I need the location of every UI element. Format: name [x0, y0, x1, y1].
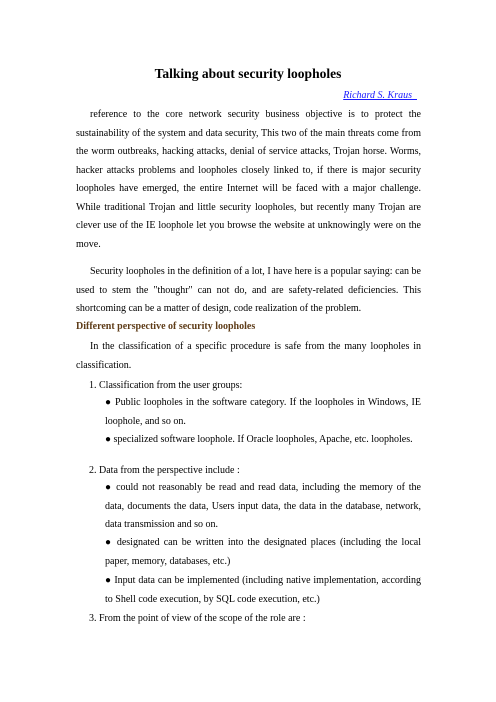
bullet-read-data: ● could not reasonably be read and read data, including the memory of the data, documents the data, Users input data, the data in the database, network, data transmission and so on. [105, 482, 421, 530]
document-title: Talking about security loopholes [154, 66, 342, 81]
list-item-user-groups: 1. Classification from the user groups: [89, 380, 243, 391]
paragraph-intro: reference to the core network security business objective is to protect the sustainability of the system and data security, This two of the main threats come from the worm outbreaks, hacking attacks, denial of service attacks, Trojan horse. Worms, hacker attacks problems and loopholes closely linked to, if there is major security loopholes have emerged, the entire Internet will be faced with a major challenge. While traditional Trojan and little security loopholes, but recently many Trojan are clever use of the IE loophole let you browse the website at unknowingly were on the move. [76, 109, 421, 250]
bullet-execute-data: ● Input data can be implemented (including native implementation, according to Shell code execution, by SQL code execution, etc.) [105, 575, 421, 605]
list-item-data-perspective: 2. Data from the perspective include : [89, 465, 240, 476]
section-heading: Different perspective of security loopholes [76, 321, 256, 332]
bullet-specialized-loopholes: ● specialized software loophole. If Oracle loopholes, Apache, etc. loopholes. [105, 434, 413, 445]
bullet-public-loopholes: ● Public loopholes in the software category. If the loopholes in Windows, IE loophole, and so on. [105, 397, 421, 427]
paragraph-classification: In the classification of a specific procedure is safe from the many loopholes in classification. [76, 341, 421, 371]
paragraph-definition: Security loopholes in the definition of a lot, I have here is a popular saying: can be used to stem the "thoughr" can not do, and are safety-related deficiencies. This shortcoming can be a matter of design, code realization of the problem. [76, 266, 421, 314]
list-item-scope: 3. From the point of view of the scope of the role are : [89, 613, 306, 624]
author-link[interactable]: Richard S. Kraus [343, 90, 417, 101]
bullet-write-data: ● designated can be written into the designated places (including the local paper, memory, databases, etc.) [105, 537, 421, 567]
